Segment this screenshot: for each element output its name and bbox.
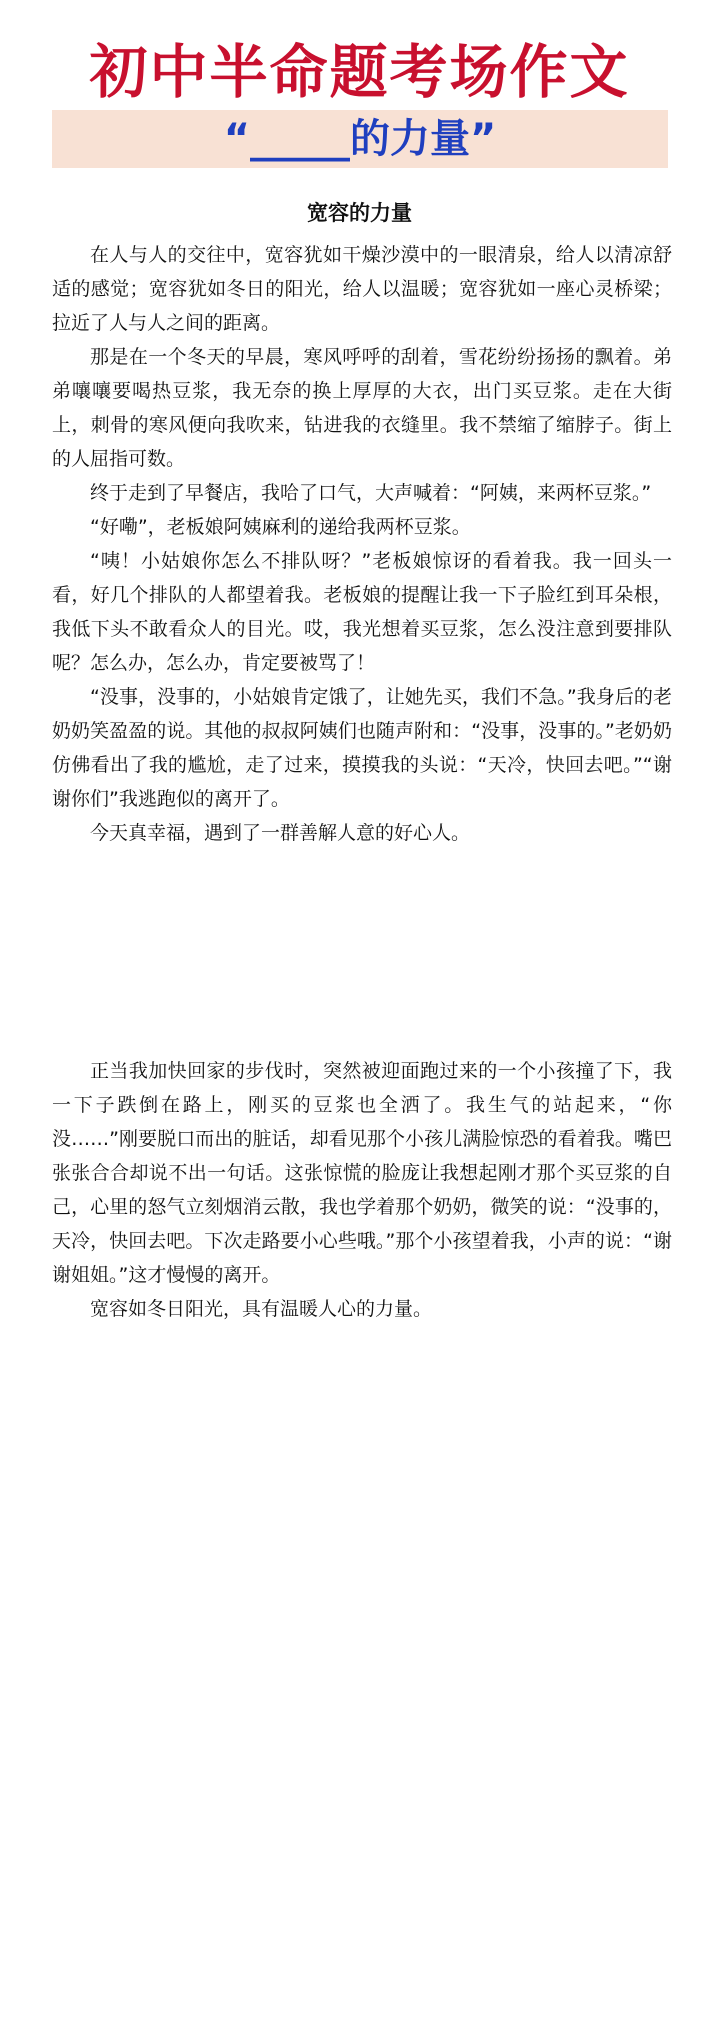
main-title: 初中半命题考场作文 [89, 38, 630, 106]
essay-paragraph: 今天真幸福，遇到了一群善解人意的好心人。 [90, 822, 471, 844]
subtitle-band [52, 110, 668, 168]
essay-paragraph: 正当我加快回家的步伐时，突然被迎面跑过来的一个小孩撞了下，我一下子跌倒在路上，刚买的豆浆也全洒了。我生气的站起来，“你没……”刚要脱口而出的脏话，却看见那个小孩儿满脸惊恐的看着我。嘴巴张张合合却说不出一句话。这张惊慌的脸庞让我想起刚才那个买豆浆的自己，心里的怒气立刻烟消云散，我也学着那个奶奶，微笑的说：“没事的，天冷，快回去吧。下次走路要小心些哦。”那个小孩望着我，小声的说：“谢谢姐姐。”这才慢慢的离开。 [52, 1060, 672, 1286]
essay-title: 宽容的力量 [307, 201, 412, 225]
essay-paragraph: “咦！小姑娘你怎么不排队呀？”老板娘惊讶的看着我。我一回头一看，好几个排队的人都望着我。老板娘的提醒让我一下子脸红到耳朵根，我低下头不敢看众人的目光。哎，我光想着买豆浆，怎么没注意到要排队呢？怎么办，怎么办，肯定要被骂了！ [52, 550, 672, 674]
subtitle: “_____的力量” [223, 116, 497, 162]
essay-body-part-1 [52, 238, 672, 850]
essay-paragraph: “好嘞”，老板娘阿姨麻利的递给我两杯豆浆。 [90, 516, 471, 538]
essay-paragraph: 宽容如冬日阳光，具有温暖人心的力量。 [90, 1298, 433, 1320]
essay-paragraph: 在人与人的交往中，宽容犹如干燥沙漠中的一眼清泉，给人以清凉舒适的感觉；宽容犹如冬日的阳光，给人以温暖；宽容犹如一座心灵桥梁；拉近了人与人之间的距离。 [52, 244, 672, 334]
essay-body-part-2 [52, 1054, 672, 1326]
essay-paragraph: 那是在一个冬天的早晨，寒风呼呼的刮着，雪花纷纷扬扬的飘着。弟弟嚷嚷要喝热豆浆，我无奈的换上厚厚的大衣，出门买豆浆。走在大街上，刺骨的寒风便向我吹来，钻进我的衣缝里。我不禁缩了缩脖子。街上的人屈指可数。 [52, 346, 672, 470]
essay-paragraph: “没事，没事的，小姑娘肯定饿了，让她先买，我们不急。”我身后的老奶奶笑盈盈的说。其他的叔叔阿姨们也随声附和：“没事，没事的。”老奶奶仿佛看出了我的尴尬，走了过来，摸摸我的头说：“天冷，快回去吧。”“谢谢你们”我逃跑似的离开了。 [52, 686, 672, 810]
essay-paragraph: 终于走到了早餐店，我哈了口气，大声喊着：“阿姨，来两杯豆浆。” [90, 482, 652, 504]
